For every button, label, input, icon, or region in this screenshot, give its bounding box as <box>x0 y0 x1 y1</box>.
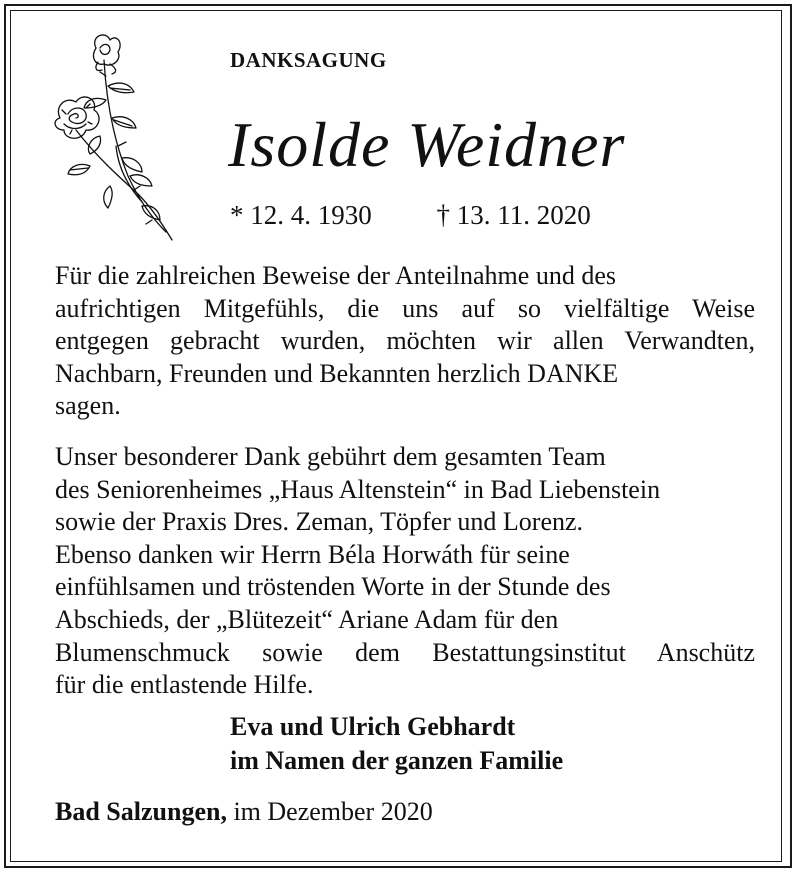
text-line: einfühlsamen und tröstenden Worte in der Stunde des <box>55 572 611 602</box>
signature-block <box>230 710 563 778</box>
text-line: für die entlastende Hilfe. <box>55 670 314 700</box>
text-line: Unser besonderer Dank gebührt dem gesamten Team <box>55 442 606 471</box>
text-line: Abschieds, der „Blütezeit“ Ariane Adam für den <box>55 604 559 634</box>
text-line: aufrichtigen Mitgefühls, die uns auf so vielfältige Weise <box>55 293 755 323</box>
deceased-name: Isolde Weidner <box>228 109 626 180</box>
text-line: Für die zahlreichen Beweise der Anteilnahme und des <box>55 261 616 290</box>
text-line: des Seniorenheimes „Haus Altenstein“ in Bad Liebenstein <box>55 474 661 504</box>
notice-heading: DANKSAGUNG <box>230 48 387 72</box>
text-line: sowie der Praxis Dres. Zeman, Töpfer und Lorenz. <box>55 507 584 537</box>
place-date: im Dezember 2020 <box>226 797 433 826</box>
text-line: Ebenso danken wir Herrn Béla Horwáth für seine <box>55 539 570 569</box>
thanks-paragraph-1 <box>55 260 755 423</box>
birth-date: * 12. 4. 1930 <box>230 200 372 230</box>
rose-icon <box>46 26 178 244</box>
signature-line: Eva und Ulrich Gebhardt <box>230 712 516 741</box>
text-line: entgegen gebracht wurden, möchten wir allen Verwandten, <box>55 326 755 356</box>
death-date: † 13. 11. 2020 <box>436 200 591 230</box>
place-city: Bad Salzungen, <box>55 797 227 826</box>
place-and-date <box>55 797 433 827</box>
thanks-paragraph-2 <box>55 441 755 702</box>
text-line: sagen. <box>55 391 121 421</box>
text-line: Blumenschmuck sowie dem Bestattungsinstitut Anschütz <box>55 637 755 667</box>
text-line: Nachbarn, Freunden und Bekannten herzlich DANKE <box>55 358 619 388</box>
life-dates <box>230 200 591 231</box>
signature-line: im Namen der ganzen Familie <box>230 746 564 775</box>
